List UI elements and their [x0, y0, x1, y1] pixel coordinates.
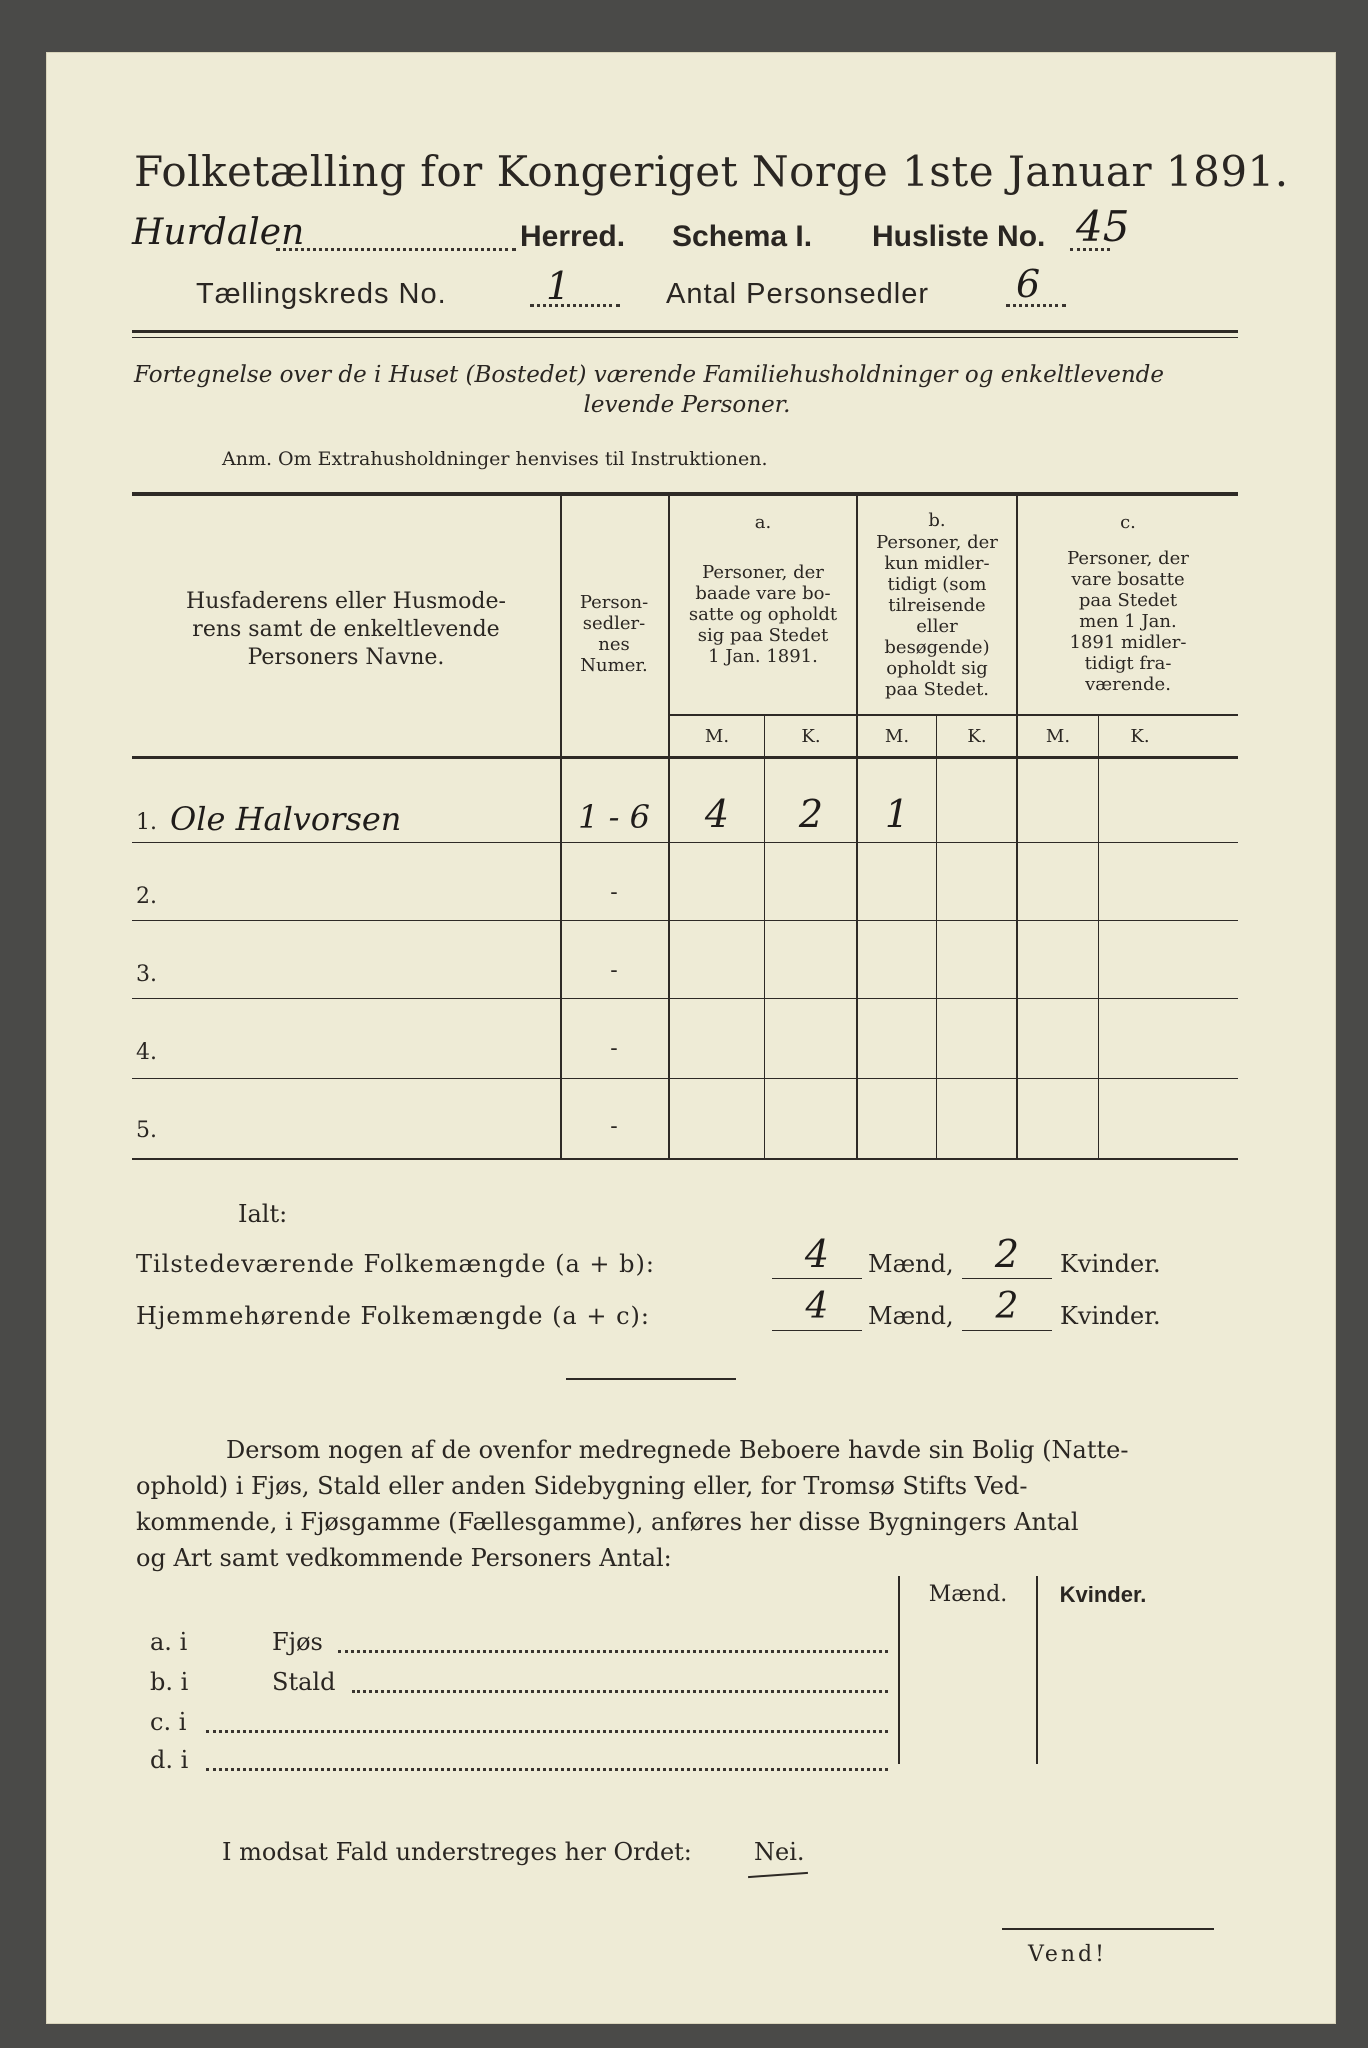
header-rule-2	[132, 337, 1238, 338]
row-rule-2	[132, 920, 1238, 921]
section-divider	[566, 1378, 736, 1380]
col-divider-a-mk	[764, 716, 765, 1158]
schema-label: Schema I.	[672, 220, 813, 253]
building-a-letter: a. i	[150, 1628, 188, 1656]
a-m-label: M.	[704, 726, 730, 747]
herred-label: Herred.	[520, 220, 626, 253]
row-number: 4.	[136, 1040, 157, 1065]
row-rule-3	[132, 998, 1238, 999]
building-c-letter: c. i	[150, 1708, 187, 1736]
nei-word: Nei.	[754, 1838, 805, 1866]
building-b-label: Stald	[272, 1668, 336, 1696]
husliste-value: 45	[1076, 202, 1130, 251]
row-personsedler: -	[610, 880, 618, 905]
building-kvinder-header: Kvinder.	[1059, 1582, 1147, 1607]
personsedler-value: 6	[1016, 262, 1041, 306]
kreds-dots	[530, 304, 620, 307]
building-line-1: Dersom nogen af de ovenfor medregnede Beboere havde sin Bolig (Natte-	[226, 1436, 1129, 1464]
vend-label: Vend!	[1028, 1942, 1107, 1967]
kreds-value: 1	[546, 264, 571, 308]
col-a-letter: a.	[754, 512, 772, 533]
building-b-letter: b. i	[150, 1668, 189, 1696]
hjemme-k-line	[962, 1330, 1052, 1331]
building-c-dots	[206, 1730, 888, 1733]
c-m-label: M.	[1045, 726, 1071, 747]
nei-line: I modsat Fald understreges her Ordet:	[222, 1838, 692, 1866]
b-m-label: M.	[884, 726, 910, 747]
building-maend-header: Mænd.	[928, 1582, 1008, 1607]
intro-line-1: Fortegnelse over de i Huset (Bostedet) værende Familiehusholdninger og enkeltlevende	[134, 362, 1165, 388]
mk-rule	[670, 714, 1238, 716]
col-a-header: Personer, der baade vare bo- satte og opholdt sig paa Stedet 1 Jan. 1891.	[688, 562, 838, 667]
col-b-header: Personer, der kun midler- tidigt (som tilreisende eller besøgende) opholdt sig paa Stedet.	[876, 532, 998, 700]
row-personsedler: -	[610, 1036, 618, 1061]
row-number: 3.	[136, 962, 157, 987]
row-b-m: 1	[884, 792, 910, 836]
col-c-header: Personer, der vare bosatte paa Stedet men 1 Jan. 1891 midler- tidigt fra- værende.	[1067, 548, 1189, 695]
a-k-label: K.	[801, 726, 821, 747]
col-name-header: Husfaderens eller Husmode- rens samt de enkeltlevende Personers Navne.	[186, 589, 506, 670]
anm-note: Anm. Om Extrahusholdninger henvises til Instruktionen.	[222, 448, 768, 470]
row-personsedler: -	[610, 958, 618, 983]
intro-line-2: levende Personer.	[583, 392, 791, 418]
hjemme-maend-label: Mænd,	[868, 1302, 954, 1330]
tilstede-kvinder-value: 2	[994, 1232, 1020, 1276]
hjemme-kvinder-value: 2	[995, 1286, 1019, 1327]
row-number: 5.	[136, 1118, 157, 1143]
building-a-dots	[338, 1650, 888, 1653]
row-name: Ole Halvorsen	[170, 800, 402, 838]
kreds-label: Tællingskreds No.	[196, 278, 447, 310]
col-b-letter: b.	[928, 510, 946, 531]
col-divider-c-mk	[1098, 716, 1099, 1158]
tilstede-k-line	[962, 1278, 1052, 1279]
hjemme-m-line	[772, 1330, 862, 1331]
nei-underline	[748, 1872, 808, 1878]
b-k-label: K.	[967, 726, 987, 747]
building-d-letter: d. i	[150, 1746, 189, 1774]
tilstede-kvinder-label: Kvinder.	[1060, 1250, 1161, 1278]
col-c-letter: c.	[1120, 512, 1136, 533]
row-personsedler: 1 - 6	[578, 798, 650, 836]
row-personsedler: -	[610, 1114, 618, 1139]
ialt-label: Ialt:	[238, 1200, 288, 1228]
row-a-m: 4	[704, 792, 730, 836]
hjemme-maend-value: 4	[805, 1286, 829, 1327]
tilstede-label: Tilstedeværende Folkemængde (a + b):	[136, 1250, 655, 1278]
herred-value: Hurdalen	[132, 212, 305, 253]
building-line-3: kommende, i Fjøsgamme (Fællesgamme), anføres her disse Bygningers Antal	[136, 1508, 1079, 1536]
hjemme-label: Hjemmehørende Folkemængde (a + c):	[136, 1302, 650, 1330]
row-rule-1	[132, 842, 1238, 843]
table-top-rule	[132, 492, 1238, 496]
col-num-header: Person- sedler- nes Numer.	[579, 592, 649, 676]
row-a-k: 2	[798, 792, 824, 836]
table-bottom-rule	[132, 1158, 1238, 1160]
building-line-2: ophold) i Fjøs, Stald eller anden Sidebygning eller, for Tromsø Stifts Ved-	[136, 1472, 1028, 1500]
form-title: Folketælling for Kongeriget Norge 1ste Januar 1891.	[134, 147, 1289, 196]
row-number: 2.	[136, 884, 157, 909]
building-d-dots	[206, 1768, 888, 1771]
building-b-dots	[352, 1690, 888, 1693]
vend-rule	[1002, 1928, 1214, 1930]
husliste-label: Husliste No.	[872, 220, 1046, 253]
row-number: 1.	[136, 810, 157, 835]
building-line-4: og Art samt vedkommende Personers Antal:	[136, 1544, 672, 1572]
building-a-label: Fjøs	[272, 1628, 323, 1656]
table-head-bottom	[132, 756, 1238, 759]
header-rule-1	[132, 330, 1238, 333]
census-form	[46, 52, 1336, 2024]
tilstede-m-line	[772, 1278, 862, 1279]
personsedler-label: Antal Personsedler	[666, 278, 930, 310]
col-divider-b-mk	[936, 716, 937, 1158]
row-rule-4	[132, 1078, 1238, 1079]
c-k-label: K.	[1130, 726, 1150, 747]
tilstede-maend-label: Mænd,	[868, 1250, 954, 1278]
herred-dots	[276, 248, 516, 251]
hjemme-kvinder-label: Kvinder.	[1060, 1302, 1161, 1330]
tilstede-maend-value: 4	[804, 1232, 830, 1276]
